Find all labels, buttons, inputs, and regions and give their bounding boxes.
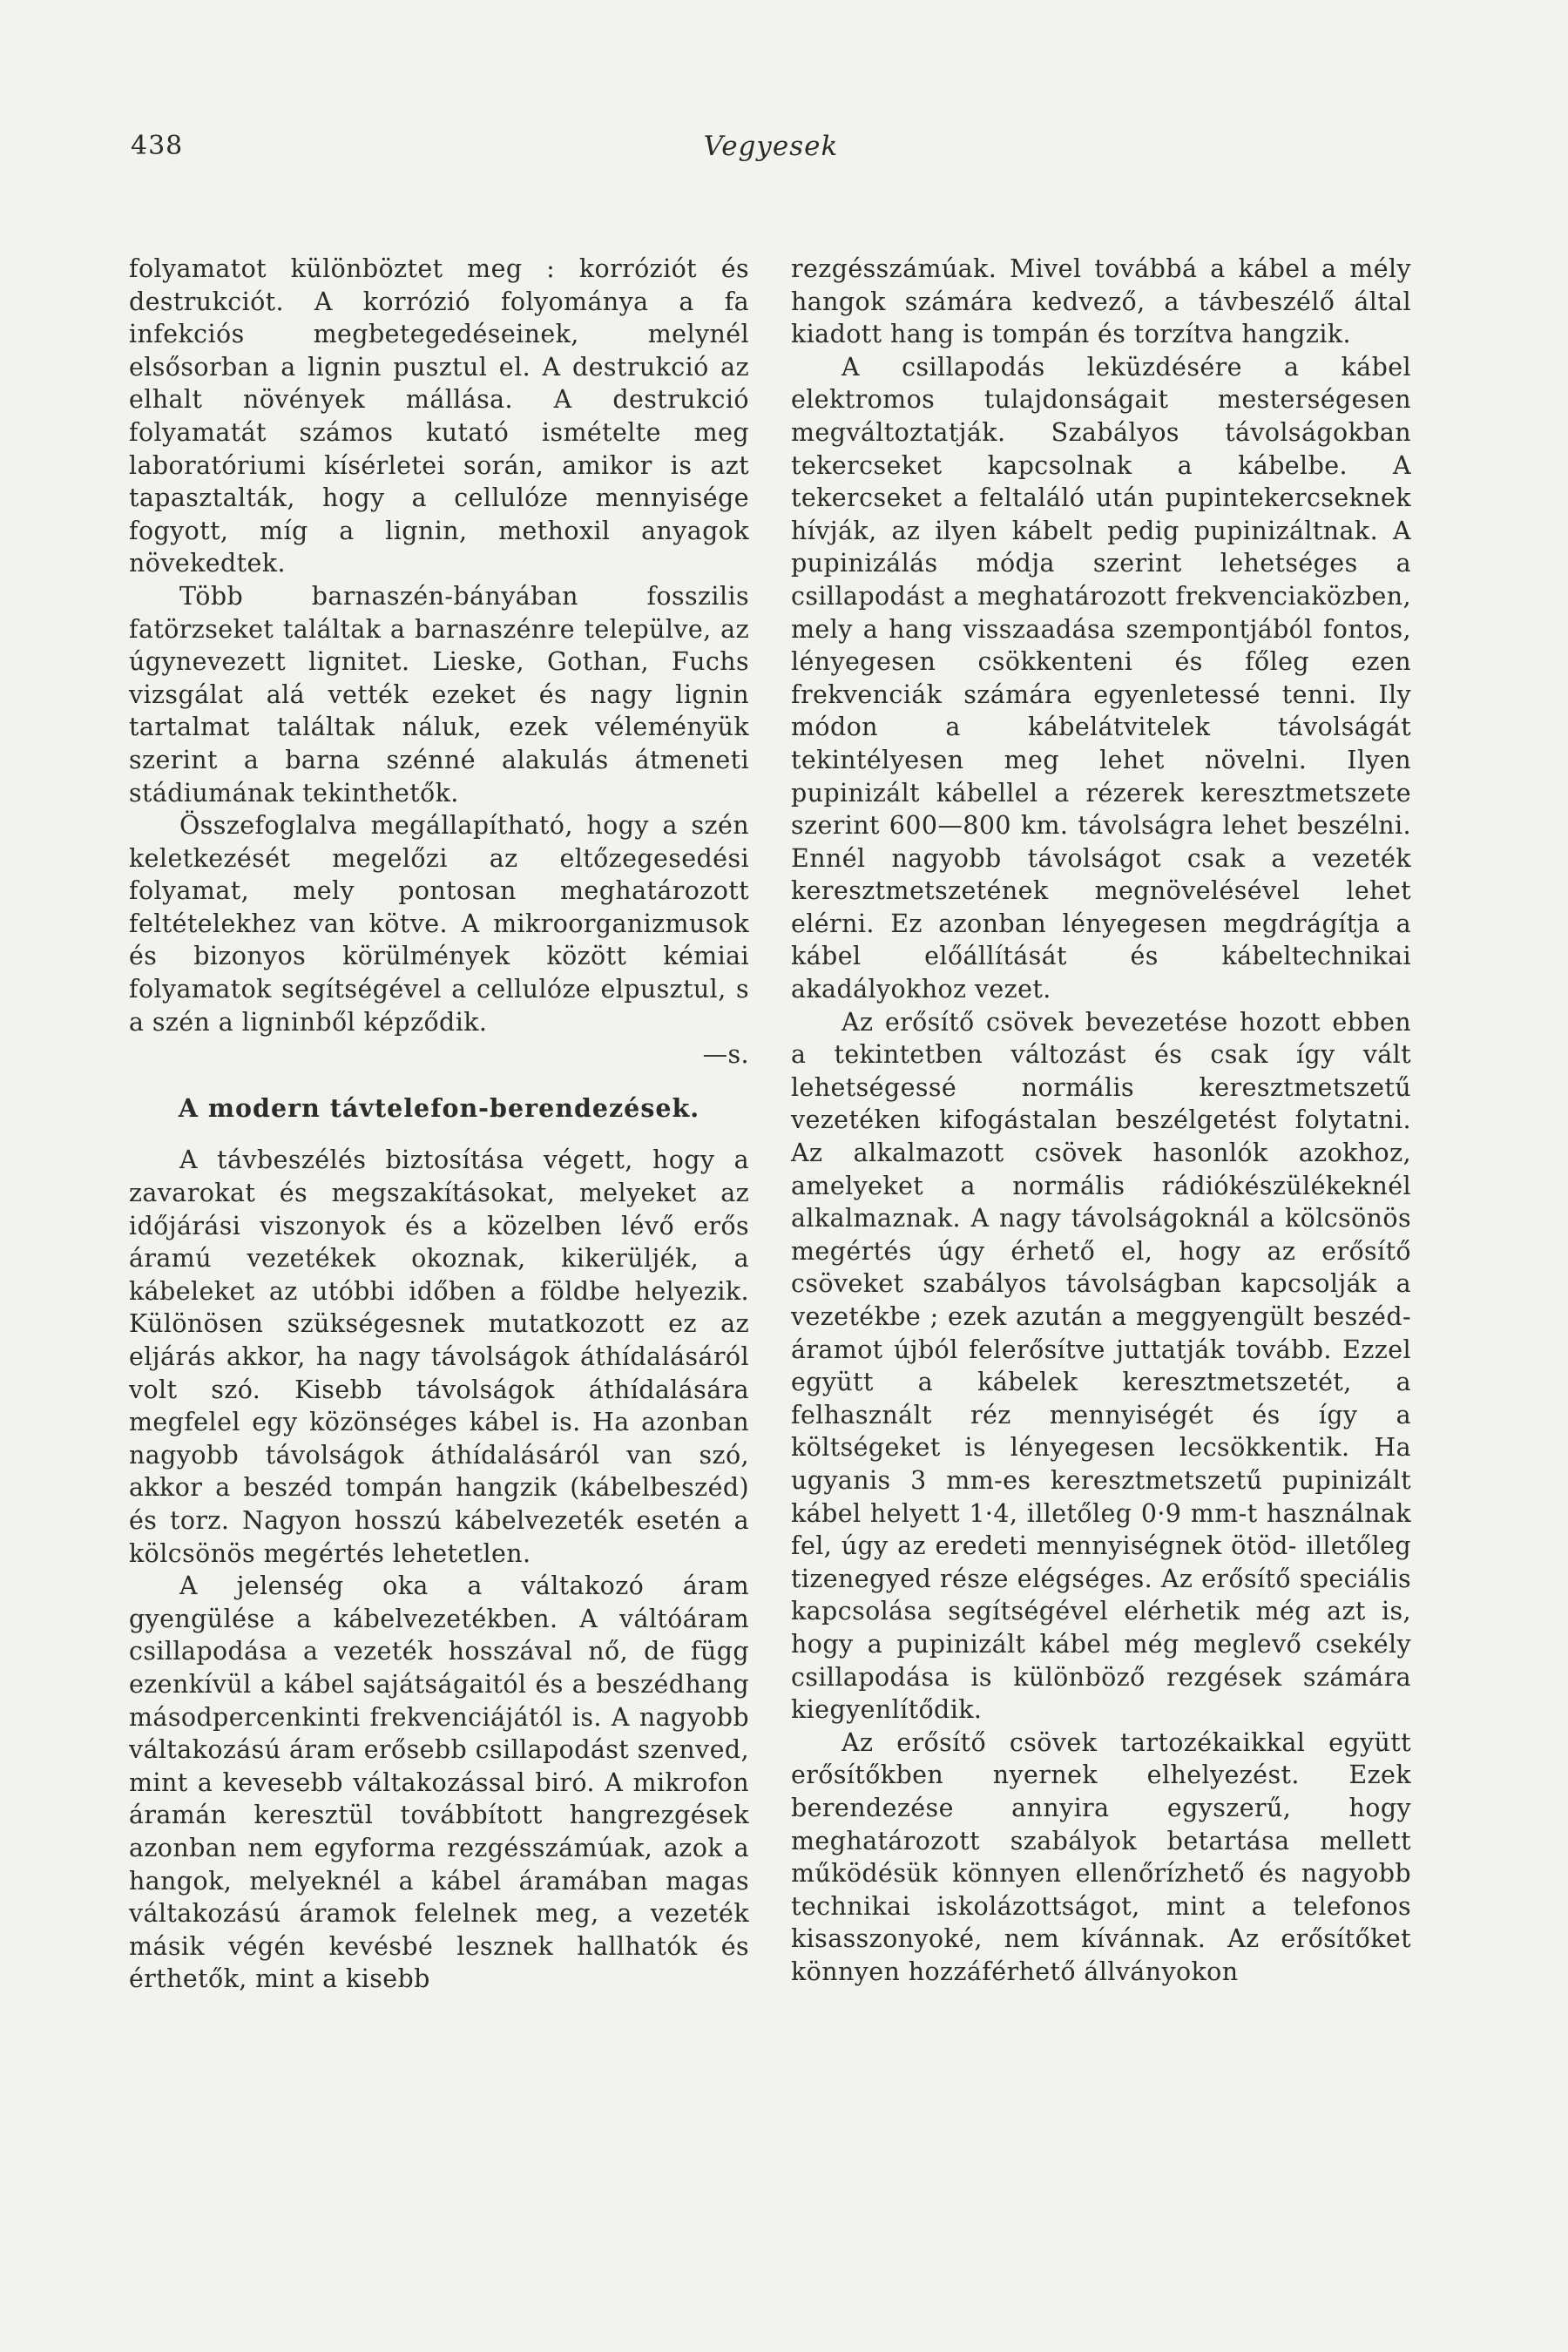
left-paragraph-5: A jelenség oka a váltakozó áram gyengülése a kábelvezetékben. A váltóáram csillapodása a vezeték hosszával nő, de függ ezenkívül a kábel sajátságaitól és a beszédhang másodpercenkinti frekvenciájától is. A nagyobb váltakozású áram erősebb csillapodást szenved, mint a kevesebb váltakozással biró. A mikrofon áramán keresztül továbbított hangrezgések azonban nem egyforma rezgésszámúak, azok a hangok, melyeknél a kábel áramában magas váltakozású áramok felelnek meg, a vezeték másik végén kevésbé lesznek hallhatók és érthetők, mint a kisebb: [129, 1571, 749, 1994]
right-column: [791, 253, 1411, 1988]
right-paragraph-3: Az erősítő csövek bevezetése hozott ebben a tekintetben változást és csak így vált lehetségessé normális keresztmetszetű vezetéken kifogástalan beszélgetést folytatni. Az alkalmazott csövek hasonlók azokhoz, amelyeket a normális rádiókészülékeknél alkalmaznak. A nagy távolságoknál a kölcsönös megértés úgy érhető el, hogy az erősítő csöveket szabályos távolságban kapcsolják a vezetékbe ; ezek azután a meggyengült beszéd-áramot újból felerősítve juttatják tovább. Ezzel együtt a kábelek keresztmetszetét, a felhasznált réz mennyiségét és így a költségeket is lényegesen lecsökkentik. Ha ugyanis 3 mm-es keresztmetszetű pupinizált kábel helyett 1·4, illetőleg 0·9 mm-t használnak fel, úgy az eredeti mennyiségnek ötöd- illetőleg tizenegyed része elégséges. Az erősítő speciális kapcsolása segítségével elérhetik még azt is, hogy a pupinizált kábel még meglevő csekély csillapodása is különböző rezgések számára kiegyenlítődik.: [791, 1007, 1411, 1725]
right-paragraph-2: A csillapodás leküzdésére a kábel elektromos tulajdonságait mesterségesen megváltoztatják. Szabályos távolságokban tekercseket kapcsolnak a kábelbe. A tekercseket a feltaláló után pupintekercseknek hívják, az ilyen kábelt pedig pupinizáltnak. A pupinizálás módja szerint lehetséges a csillapodást a meghatározott frekvenciaközben, mely a hang visszaadása szempontjából fontos, lényegesen csökkenteni és főleg ezen frekvenciák számára egyenletessé tenni. Ily módon a kábelátvitelek távolságát tekintélyesen meg lehet növelni. Ilyen pupinizált kábellel a rézerek keresztmetszete szerint 600—800 km. távolságra lehet beszélni. Ennél nagyobb távolságot csak a vezeték keresztmetszetének megnövelésével lehet elérni. Ez azonban lényegesen megdrágítja a kábel előállítását és kábeltechnikai akadályokhoz vezet.: [791, 352, 1411, 1004]
section-title: A modern távtelefon-berendezések.: [178, 1092, 700, 1123]
author-signature: —s.: [702, 1040, 749, 1070]
left-column: [129, 253, 749, 1996]
left-paragraph-2: Több barnaszén-bányában fosszilis fatörzseket találtak a barnaszénre települve, az úgynevezett lignitet. Lieske, Gothan, Fuchs vizsgálat alá vették ezeket és nagy lignin tartalmat találtak náluk, ezek véleményük szerint a barna szénné alakulás átmeneti stádiumának tekinthetők.: [129, 581, 749, 808]
right-paragraph-4: Az erősítő csövek tartozékaikkal együtt erősítőkben nyernek elhelyezést. Ezek berendezése annyira egyszerű, hogy meghatározott szabályok betartása mellett működésük könnyen ellenőrízhető és nagyobb technikai iskolázottságot, mint a telefonos kisasszonyoké, nem kívánnak. Az erősítőket könnyen hozzáférhető állványokon: [791, 1727, 1411, 1986]
left-paragraph-3: Összefoglalva megállapítható, hogy a szén keletkezését megelőzi az eltőzegesedési folyamat, mely pontosan meghatározott feltételekhez van kötve. A mikroorganizmusok és bizonyos körülmények között kémiai folyamatok segítségével a cellulóze elpusztul, s a szén a ligninből képződik.: [129, 811, 749, 1037]
left-paragraph-1: folyamatot különböztet meg : korróziót és destrukciót. A korrózió folyománya a fa infekciós megbetegedéseinek, melynél elsősorban a lignin pusztul el. A destrukció az elhalt növények mállása. A destrukció folyamatát számos kutató ismételte meg laboratóriumi kísérletei során, amikor is azt tapasztalták, hogy a cellulóze mennyisége fogyott, míg a lignin, methoxil anyagok növekedtek.: [129, 254, 749, 578]
page-header: [131, 131, 1411, 174]
page-number: 438: [131, 131, 184, 161]
running-title: Vegyesek: [703, 131, 839, 162]
right-paragraph-1: rezgésszámúak. Mivel továbbá a kábel a mély hangok számára kedvező, a távbeszélő által kiadott hang is tompán és torzítva hangzik.: [791, 254, 1411, 349]
left-paragraph-4: A távbeszélés biztosítása végett, hogy a zavarokat és megszakításokat, melyeket az időjárási viszonyok és a közelben lévő erős áramú vezetékek okoznak, kikerüljék, a kábeleket az utóbbi időben a földbe helyezik. Különösen szükségesnek mutatkozott ez az eljárás akkor, ha nagy távolságok áthídalásáról volt szó. Kisebb távolságok áthídalására megfelel egy közönséges kábel is. Ha azonban nagyobb távolságok áthídalásáról van szó, akkor a beszéd tompán hangzik (kábelbeszéd) és torz. Nagyon hosszú kábelvezeték esetén a kölcsönös megértés lehetetlen.: [129, 1146, 749, 1568]
